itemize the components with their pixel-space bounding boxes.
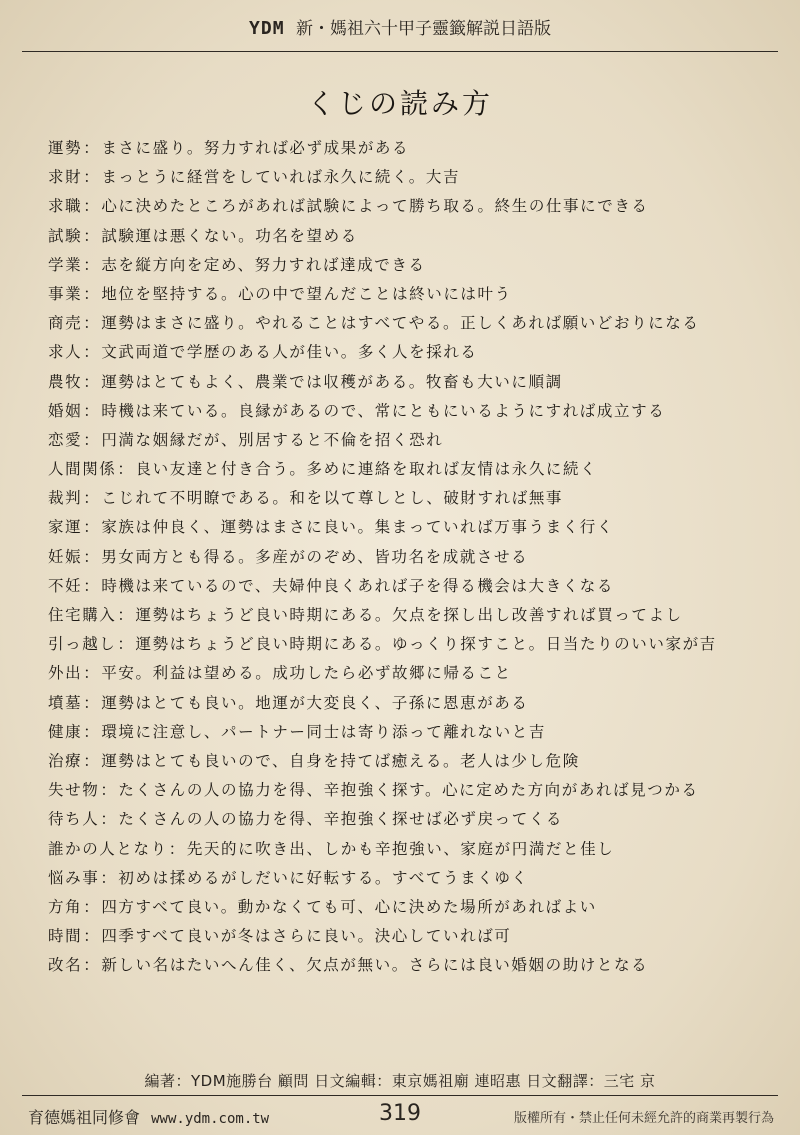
entry-row [48,254,760,276]
entry-label: 事業 [48,284,83,303]
entry-row [48,721,760,743]
entry-row [48,633,760,655]
entry-text: 先天的に吹き出、しかも辛抱強い、家庭が円満だと佳し [186,839,615,858]
entry-label: 不妊 [48,576,83,595]
entry-text: 運勢はまさに盛り。やれることはすべてやる。正しくあれば願いどおりになる [101,314,700,333]
entry-text: たくさんの人の協力を得、辛抱強く探せば必ず戻ってくる [118,810,564,829]
entry-text: まっとうに経営をしていれば永久に続く。大吉 [101,168,461,187]
top-divider [22,51,778,52]
entry-separator: ： [83,693,101,712]
entry-text: 平安。利益は望める。成功したら必ず故郷に帰ること [101,664,512,683]
entry-text: まさに盛り。努力すれば必ず成果がある [101,139,410,157]
entry-label: 治療 [48,751,83,770]
entry-separator: ： [83,489,101,508]
entry-separator: ： [83,430,101,449]
entry-label: 失せ物 [48,781,100,800]
entry-separator: ： [100,781,118,800]
entry-separator: ： [83,226,101,245]
entry-row [48,516,760,538]
entry-row [48,458,760,480]
entry-label: 悩み事 [48,868,100,887]
entry-row [48,283,760,305]
entry-label: 運勢 [48,139,83,157]
entry-label: 待ち人 [48,810,100,829]
entry-text: 心に決めたところがあれば試験によって勝ち取る。終生の仕事にできる [101,197,649,216]
entry-label: 誰かの人となり [48,839,168,858]
entry-separator: ： [83,168,101,187]
entry-separator: ： [83,956,101,975]
entry-label: 学業 [48,255,83,274]
entry-row [48,662,760,684]
entry-row [48,137,760,159]
entry-label: 試験 [48,226,83,245]
entry-text: 時機は来ている。良縁があるので、常にともにいるようにすれば成立する [101,401,666,420]
footer-org-name: 育德媽祖同修會 [28,1108,141,1127]
entry-row [48,808,760,830]
entry-label: 恋愛 [48,430,83,449]
entry-text: 環境に注意し、パートナー同士は寄り添って離れないと吉 [101,722,546,741]
entry-row [48,166,760,188]
entry-text: 円満な姻縁だが、別居すると不倫を招く恐れ [101,430,444,449]
entry-label: 外出 [48,664,83,683]
entry-separator: ： [117,635,135,654]
entry-text: 運勢はちょうど良い時期にある。欠点を探し出し改善すれば買ってよし [135,606,683,624]
entry-separator: ： [83,139,101,157]
entry-separator: ： [83,927,101,946]
entry-text: 時機は来ているので、夫婦仲良くあれば子を得る機会は大きくなる [101,576,615,595]
entry-label: 商売 [48,314,83,333]
entry-label: 方角 [48,897,83,916]
entry-row [48,867,760,889]
entry-text: 良い友達と付き合う。多めに連絡を取れば友情は永久に続く [135,460,598,479]
entry-label: 住宅購入 [48,606,117,624]
entry-text: 運勢はとてもよく、農業では収穫がある。牧畜も大いに順調 [101,372,563,391]
entry-row [48,195,760,217]
entry-label: 改名 [48,956,83,975]
entry-separator: ： [83,518,101,537]
footer-url[interactable]: www.ydm.com.tw [151,1111,270,1127]
entry-separator: ： [117,606,135,624]
entry-separator: ： [117,460,135,479]
entry-separator: ： [83,284,101,303]
header [0,14,800,39]
ydm-logo: YDM [249,18,285,39]
entry-separator: ： [83,751,101,770]
entry-row [48,546,760,568]
entry-separator: ： [83,372,101,391]
entry-text: 運勢はとても良いので、自身を持てば癒える。老人は少し危険 [101,751,580,770]
entry-row [48,925,760,947]
entry-label: 家運 [48,518,83,537]
page-title: くじの読み方 [306,87,493,120]
entry-label: 健康 [48,722,83,741]
entry-text: 文武両道で学歴のある人が佳い。多く人を採れる [101,343,478,362]
entry-row [48,750,760,772]
entry-row [48,575,760,597]
entry-separator: ： [83,664,101,683]
entry-text: 四方すべて良い。動かなくても可、心に決めた場所があればよい [101,897,597,916]
entry-text: 初めは揉めるがしだいに好転する。すべてうまくゆく [118,868,529,887]
page-number: 319 [379,1101,421,1126]
entry-separator: ： [83,897,101,916]
entry-row [48,429,760,451]
entry-text: 四季すべて良いが冬はさらに良い。決心していれば可 [101,927,512,946]
entry-separator: ： [83,722,101,741]
entry-separator: ： [83,255,101,274]
entry-row [48,896,760,918]
entry-label: 農牧 [48,372,83,391]
entry-label: 婚姻 [48,401,83,420]
entry-separator: ： [83,314,101,333]
entry-row [48,779,760,801]
entry-row [48,312,760,334]
entry-separator: ： [100,810,118,829]
entry-separator: ： [100,868,118,887]
bottom-divider [22,1095,778,1096]
entry-row [48,604,760,626]
entry-label: 求人 [48,343,83,362]
entry-row [48,341,760,363]
entry-text: こじれて不明瞭である。和を以て尊しとし、破財すれば無事 [101,489,564,508]
entry-separator: ： [83,547,101,566]
entry-label: 時間 [48,927,83,946]
fortune-entries-list [48,137,760,983]
entry-row [48,371,760,393]
entry-text: 運勢はちょうど良い時期にある。ゆっくり探すこと。日当たりのいい家が吉 [135,635,717,654]
copyright-notice: 版權所有・禁止任何未經允許的商業再製行為 [513,1111,774,1126]
entry-row [48,954,760,976]
credits: 編著：YDM施勝台 顧問 日文編輯：東京媽祖廟 連昭惠 日文翻譯：三宅 京 [144,1072,656,1090]
entry-text: 志を縦方向を定め、努力すれば達成できる [101,255,426,274]
entry-text: 男女両方とも得る。多産がのぞめ、皆功名を成就させる [101,547,529,566]
entry-label: 引っ越し [48,635,117,654]
entry-row [48,225,760,247]
entry-label: 求職 [48,197,83,216]
entry-label: 人間関係 [48,460,117,479]
entry-label: 裁判 [48,489,83,508]
entry-text: 新しい名はたいへん佳く、欠点が無い。さらには良い婚姻の助けとなる [101,956,649,975]
entry-separator: ： [83,401,101,420]
entry-text: 試験運は悪くない。功名を望める [101,226,358,245]
entry-row [48,400,760,422]
entry-separator: ： [83,343,101,362]
entry-text: 運勢はとても良い。地運が大変良く、子孫に恩恵がある [101,693,529,712]
header-title: 新・媽祖六十甲子靈籤解説日語版 [295,19,551,39]
entry-label: 墳墓 [48,693,83,712]
entry-label: 求財 [48,168,83,187]
entry-label: 妊娠 [48,547,83,566]
entry-separator: ： [83,197,101,216]
entry-separator: ： [168,839,186,858]
entry-row [48,838,760,860]
entry-separator: ： [83,576,101,595]
entry-row [48,692,760,714]
entry-row [48,487,760,509]
entry-text: 家族は仲良く、運勢はまさに良い。集まっていれば万事うまく行く [101,518,615,537]
entry-text: たくさんの人の協力を得、辛抱強く探す。心に定めた方向があれば見つかる [118,781,699,800]
entry-text: 地位を堅持する。心の中で望んだことは終いには叶う [101,284,512,303]
